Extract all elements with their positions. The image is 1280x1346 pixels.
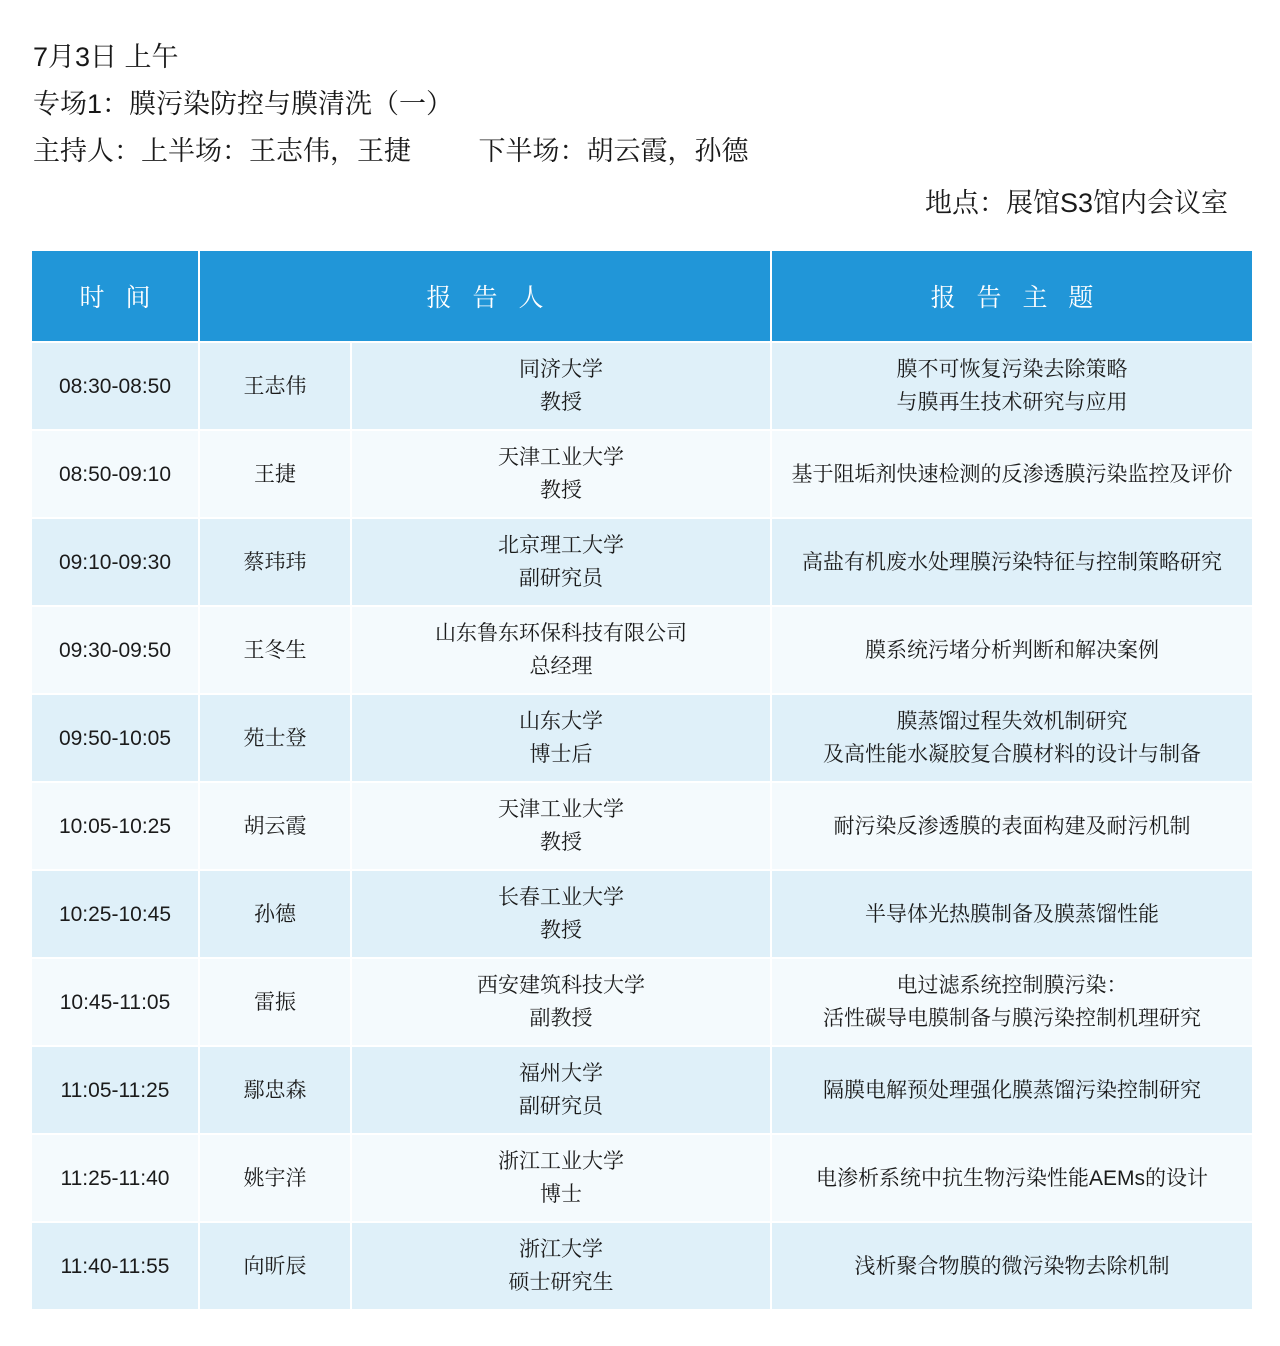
topic-line: 耐污染反渗透膜的表面构建及耐污机制 bbox=[833, 814, 1191, 838]
cell-affiliation bbox=[351, 518, 771, 606]
cell-speaker: 苑士登 bbox=[199, 694, 351, 782]
cell-affiliation bbox=[351, 342, 771, 430]
topic-line: 电过滤系统控制膜污染： bbox=[896, 974, 1128, 997]
cell-topic bbox=[771, 870, 1253, 958]
affiliation-line: 教授 bbox=[540, 919, 582, 942]
topic-line: 与膜再生技术研究与应用 bbox=[896, 391, 1128, 414]
cell-time: 10:25-10:45 bbox=[31, 870, 199, 958]
cell-time: 11:05-11:25 bbox=[31, 1046, 199, 1134]
topic-line: 电渗析系统中抗生物污染性能AEMs的设计 bbox=[815, 1166, 1208, 1190]
affiliation-line: 福州大学 bbox=[519, 1062, 603, 1085]
cell-time: 09:50-10:05 bbox=[31, 694, 199, 782]
table-header-row bbox=[31, 250, 1253, 342]
cell-topic bbox=[771, 430, 1253, 518]
topic-line: 及高性能水凝胶复合膜材料的设计与制备 bbox=[823, 743, 1201, 766]
cell-affiliation bbox=[351, 782, 771, 870]
cell-speaker: 鄢忠森 bbox=[199, 1046, 351, 1134]
affiliation-line: 副研究员 bbox=[519, 1095, 603, 1118]
cell-speaker: 王捷 bbox=[199, 430, 351, 518]
table-row bbox=[31, 1134, 1253, 1222]
topic-line: 膜不可恢复污染去除策略 bbox=[896, 358, 1128, 381]
cell-topic bbox=[771, 1134, 1253, 1222]
affiliation-line: 教授 bbox=[540, 479, 582, 502]
affiliation-line: 同济大学 bbox=[519, 358, 603, 381]
session-venue: 地点：展馆S3馆内会议室 bbox=[924, 188, 1228, 218]
cell-speaker: 蔡玮玮 bbox=[199, 518, 351, 606]
affiliation-line: 长春工业大学 bbox=[498, 886, 624, 909]
session-hosts: 主持人：上半场：王志伟，王捷 下半场：胡云霞，孙德 bbox=[33, 136, 749, 166]
session-title: 专场1：膜污染防控与膜清洗（一） bbox=[33, 89, 454, 119]
cell-affiliation bbox=[351, 430, 771, 518]
table-row bbox=[31, 1046, 1253, 1134]
affiliation-line: 副研究员 bbox=[519, 567, 603, 590]
cell-affiliation bbox=[351, 1222, 771, 1310]
cell-topic bbox=[771, 342, 1253, 430]
topic-line: 隔膜电解预处理强化膜蒸馏污染控制研究 bbox=[823, 1078, 1201, 1102]
topic-line: 浅析聚合物膜的微污染物去除机制 bbox=[854, 1254, 1170, 1278]
cell-affiliation bbox=[351, 1046, 771, 1134]
affiliation-line: 西安建筑科技大学 bbox=[477, 974, 645, 997]
affiliation-line: 浙江工业大学 bbox=[498, 1150, 624, 1173]
table-row bbox=[31, 782, 1253, 870]
cell-topic bbox=[771, 782, 1253, 870]
cell-time: 09:10-09:30 bbox=[31, 518, 199, 606]
cell-topic bbox=[771, 1222, 1253, 1310]
cell-time: 11:25-11:40 bbox=[31, 1134, 199, 1222]
cell-speaker: 雷振 bbox=[199, 958, 351, 1046]
affiliation-line: 教授 bbox=[540, 831, 582, 854]
affiliation-line: 博士后 bbox=[529, 743, 593, 766]
cell-speaker: 胡云霞 bbox=[199, 782, 351, 870]
schedule-table bbox=[30, 249, 1254, 1311]
topic-line: 半导体光热膜制备及膜蒸馏性能 bbox=[865, 902, 1159, 926]
table-body bbox=[31, 342, 1253, 1310]
cell-affiliation bbox=[351, 870, 771, 958]
cell-time: 11:40-11:55 bbox=[31, 1222, 199, 1310]
table-row bbox=[31, 430, 1253, 518]
cell-topic bbox=[771, 1046, 1253, 1134]
cell-speaker: 孙德 bbox=[199, 870, 351, 958]
table-row bbox=[31, 606, 1253, 694]
cell-affiliation bbox=[351, 1134, 771, 1222]
column-header-topic: 报 告 主 题 bbox=[771, 250, 1253, 342]
table-row bbox=[31, 870, 1253, 958]
cell-time: 10:45-11:05 bbox=[31, 958, 199, 1046]
table-row bbox=[31, 1222, 1253, 1310]
cell-time: 10:05-10:25 bbox=[31, 782, 199, 870]
cell-time: 08:30-08:50 bbox=[31, 342, 199, 430]
cell-speaker: 王志伟 bbox=[199, 342, 351, 430]
affiliation-line: 博士 bbox=[540, 1183, 582, 1206]
column-header-time: 时 间 bbox=[31, 250, 199, 342]
table-row bbox=[31, 518, 1253, 606]
cell-topic bbox=[771, 958, 1253, 1046]
cell-topic bbox=[771, 694, 1253, 782]
cell-speaker: 姚宇洋 bbox=[199, 1134, 351, 1222]
cell-time: 09:30-09:50 bbox=[31, 606, 199, 694]
cell-topic bbox=[771, 518, 1253, 606]
column-header-speaker: 报 告 人 bbox=[199, 250, 771, 342]
affiliation-line: 副教授 bbox=[529, 1007, 593, 1030]
affiliation-line: 天津工业大学 bbox=[498, 798, 624, 821]
table-head bbox=[31, 250, 1253, 342]
table-row bbox=[31, 694, 1253, 782]
affiliation-line: 浙江大学 bbox=[519, 1238, 603, 1261]
cell-topic bbox=[771, 606, 1253, 694]
session-header bbox=[33, 34, 1250, 227]
affiliation-line: 山东大学 bbox=[519, 710, 603, 733]
session-date: 7月3日 上午 bbox=[33, 42, 179, 72]
table-row bbox=[31, 958, 1253, 1046]
table-row bbox=[31, 342, 1253, 430]
cell-time: 08:50-09:10 bbox=[31, 430, 199, 518]
topic-line: 膜系统污堵分析判断和解决案例 bbox=[865, 638, 1159, 662]
topic-line: 膜蒸馏过程失效机制研究 bbox=[896, 710, 1128, 733]
affiliation-line: 山东鲁东环保科技有限公司 bbox=[435, 622, 687, 645]
affiliation-line: 硕士研究生 bbox=[508, 1271, 614, 1294]
cell-speaker: 王冬生 bbox=[199, 606, 351, 694]
topic-line: 基于阻垢剂快速检测的反渗透膜污染监控及评价 bbox=[791, 462, 1233, 486]
affiliation-line: 总经理 bbox=[529, 655, 593, 678]
cell-affiliation bbox=[351, 958, 771, 1046]
cell-affiliation bbox=[351, 606, 771, 694]
topic-line: 高盐有机废水处理膜污染特征与控制策略研究 bbox=[802, 550, 1222, 574]
affiliation-line: 教授 bbox=[540, 391, 582, 414]
affiliation-line: 天津工业大学 bbox=[498, 446, 624, 469]
affiliation-line: 北京理工大学 bbox=[498, 534, 624, 557]
topic-line: 活性碳导电膜制备与膜污染控制机理研究 bbox=[823, 1007, 1201, 1030]
cell-speaker: 向昕辰 bbox=[199, 1222, 351, 1310]
cell-affiliation bbox=[351, 694, 771, 782]
